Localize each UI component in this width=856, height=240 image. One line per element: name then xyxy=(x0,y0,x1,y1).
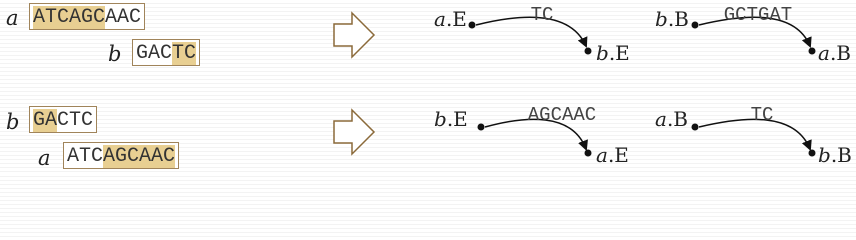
node-label-target xyxy=(596,42,630,64)
node-label-source xyxy=(655,108,688,130)
node-var: a xyxy=(818,41,830,65)
sequence-segment: AAC xyxy=(105,6,142,29)
transform-arrow-bottom xyxy=(334,110,374,154)
sequence-segment-highlight: ATCAGC xyxy=(33,6,106,29)
graph-node-dot xyxy=(478,124,485,131)
node-var: a xyxy=(655,107,667,131)
node-label-target xyxy=(818,144,852,166)
sequence-segment: ATC xyxy=(67,145,104,168)
sequence-segment: GAC xyxy=(136,42,173,65)
graph-node-dot xyxy=(469,22,476,29)
node-end: .B xyxy=(666,107,688,131)
node-end: .B xyxy=(830,143,852,167)
edge-label: TC xyxy=(750,104,774,126)
graph-node-dot xyxy=(809,48,816,55)
transform-arrow-top xyxy=(334,13,374,57)
edge-label: AGCAAC xyxy=(527,104,597,126)
graph-node-dot xyxy=(809,150,816,157)
var-b-top: b xyxy=(108,42,122,66)
var-b-bottom: b xyxy=(6,110,20,134)
node-end: .B xyxy=(667,7,689,31)
graph-node-dot xyxy=(692,124,699,131)
graph-node-dot xyxy=(585,150,592,157)
node-var: b xyxy=(655,7,668,31)
node-label-source xyxy=(434,108,468,130)
var-a-bottom: a xyxy=(38,146,51,170)
node-end: .E xyxy=(607,143,629,167)
node-var: b xyxy=(596,41,609,65)
sequence-segment: CTC xyxy=(57,109,94,132)
node-var: a xyxy=(434,7,446,31)
var-a-top: a xyxy=(6,6,19,30)
sequence-segment-highlight: AGCAAC xyxy=(103,145,176,168)
node-end: .E xyxy=(445,7,467,31)
node-end: .E xyxy=(446,107,468,131)
edge-label: TC xyxy=(530,4,554,26)
node-var: b xyxy=(434,107,447,131)
node-label-source xyxy=(655,8,689,30)
node-label-target xyxy=(818,42,851,64)
sequence-segment-highlight: GA xyxy=(33,109,58,132)
node-end: .E xyxy=(608,41,630,65)
sequence-segment-highlight: TC xyxy=(172,42,197,65)
edge-label: GCTGAT xyxy=(723,4,793,26)
graph-node-dot xyxy=(692,22,699,29)
graph-node-dot xyxy=(585,48,592,55)
node-var: a xyxy=(596,143,608,167)
node-var: b xyxy=(818,143,831,167)
node-end: .B xyxy=(829,41,851,65)
node-label-target xyxy=(596,144,629,166)
node-label-source xyxy=(434,8,467,30)
